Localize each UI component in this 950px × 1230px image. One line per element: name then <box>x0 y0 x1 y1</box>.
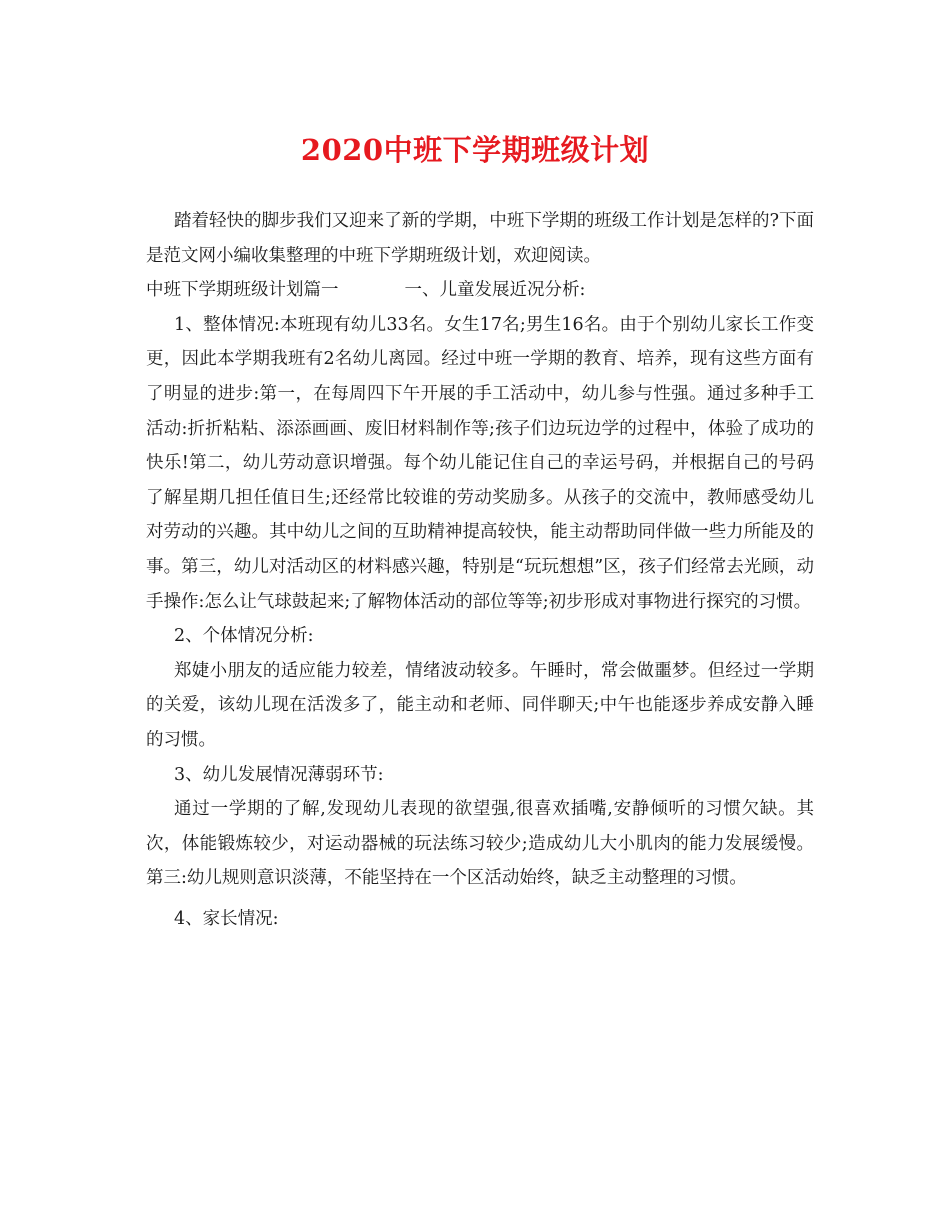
parents-situation-heading: 4、家长情况: <box>174 908 279 929</box>
weak-points-heading: 3、幼儿发展情况薄弱环节: <box>174 764 384 785</box>
plan-part-label: 中班下学期班级计划篇一 <box>146 280 339 301</box>
document-body <box>146 204 814 936</box>
individual-analysis-paragraph: 郑婕小朋友的适应能力较差，情绪波动较多。午睡时，常会做噩梦。但经过一学期的关爱，该幼儿现在活泼多了，能主动和老师、同伴聊天;中午也能逐步养成安静入睡的习惯。 <box>146 660 814 750</box>
section-header-line <box>146 273 814 308</box>
section-heading: 一、儿童发展近况分析: <box>404 280 586 301</box>
overall-situation-paragraph: 1、整体情况:本班现有幼儿33名。女生17名;男生16名。由于个别幼儿家长工作变更，因此本学期我班有2名幼儿离园。经过中班一学期的教育、培养，现有这些方面有了明显的进步:第一，在每周四下午开展的手工活动中，幼儿参与性强。通过多种手工活动:折折粘粘、添添画画、废旧材料制作等;孩子们边玩边学的过程中，体验了成功的快乐!第二，幼儿劳动意识增强。每个幼儿能记住自己的幸运号码，并根据自己的号码了解星期几担任值日生;还经常比较谁的劳动奖励多。从孩子的交流中，教师感受幼儿对劳动的兴趣。其中幼儿之间的互助精神提高较快，能主动帮助同伴做一些力所能及的事。第三，幼儿对活动区的材料感兴趣，特别是“玩玩想想”区，孩子们经常去光顾，动手操作:怎么让气球鼓起来;了解物体活动的部位等等;初步形成对事物进行探究的习惯。 <box>146 314 814 612</box>
document-title: 2020中班下学期班级计划 <box>300 133 650 167</box>
weak-points-paragraph: 通过一学期的了解,发现幼儿表现的欲望强,很喜欢插嘴,安静倾听的习惯欠缺。其次，体能锻炼较少，对运动器械的玩法练习较少;造成幼儿大小肌肉的能力发展缓慢。第三:幼儿规则意识淡薄，不能坚持在一个区活动始终，缺乏主动整理的习惯。 <box>146 799 814 889</box>
individual-analysis-heading: 2、个体情况分析: <box>174 626 314 647</box>
intro-paragraph: 踏着轻快的脚步我们又迎来了新的学期，中班下学期的班级工作计划是怎样的?下面是范文网小编收集整理的中班下学期班级计划，欢迎阅读。 <box>146 211 814 266</box>
